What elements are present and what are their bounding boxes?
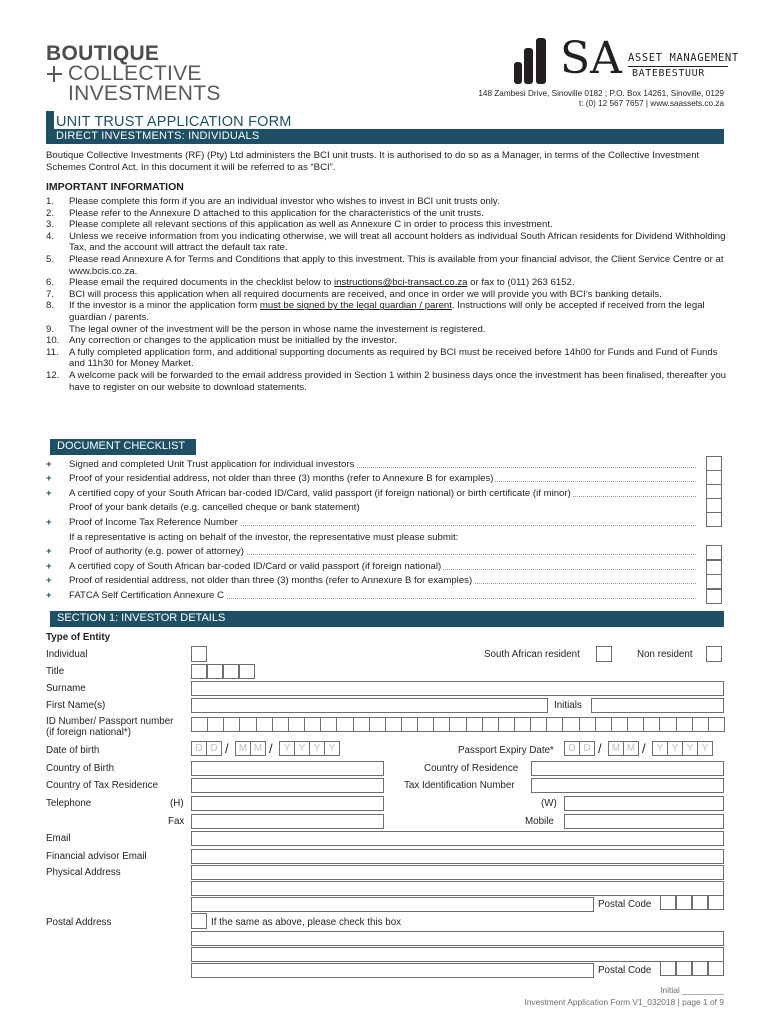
sa-resident-label: South African resident — [484, 649, 580, 660]
important-item-text: Please complete all relevant sections of this application as well as Annexure C in order to process this investment. — [69, 219, 553, 231]
passport-expiry-m-cell[interactable]: M — [623, 741, 639, 756]
checklist-checkbox[interactable] — [706, 545, 722, 560]
checklist-item — [46, 560, 696, 574]
important-item-number: 12. — [46, 369, 60, 381]
checklist-checkbox[interactable] — [706, 589, 722, 604]
plus-logo-icon — [46, 64, 66, 84]
id-number-cell[interactable] — [659, 717, 676, 732]
id-number-cell[interactable] — [579, 717, 596, 732]
same-as-above-checkbox[interactable] — [191, 913, 207, 929]
id-number-cell[interactable] — [353, 717, 370, 732]
important-item-text: Unless we receive information from you indicating otherwise, we will treat all account holders as individual South African residents for Dividend Withholding Tax, and the account will attract the default tax rate. — [69, 230, 726, 254]
passport-expiry-y-cell[interactable]: Y — [652, 741, 668, 756]
postal-code-field[interactable] — [660, 961, 724, 977]
important-item-text: A welcome pack will be forwarded to the email address provided in Section 1 within 2 business days once the investment has been finalised, thereafter you have to register on our website to download statements. — [69, 369, 727, 393]
important-item-number: 6. — [46, 277, 55, 289]
plus-bullet-icon: + — [46, 473, 52, 484]
checklist-item — [46, 472, 696, 486]
country-birth-label: Country of Birth — [46, 763, 115, 774]
important-item-number: 1. — [46, 196, 55, 207]
checklist-checkbox[interactable] — [706, 484, 722, 499]
postal-code-cell[interactable] — [676, 961, 692, 976]
important-item-text: Please read Annexure A for Terms and Conditions that apply to this investment. This is available from your financial advisor, the Client Service Centre or at www.bcis.co.za. — [69, 253, 724, 277]
dob-field[interactable] — [191, 741, 361, 757]
checklist-item — [46, 487, 696, 501]
dob-slash: / — [225, 741, 229, 756]
checklist-checkbox[interactable] — [706, 574, 722, 589]
id-number-cell[interactable] — [320, 717, 337, 732]
surname-field[interactable] — [191, 681, 724, 696]
important-item-underlined: must be signed by the legal guardian / parent — [259, 300, 452, 312]
advisor-email-label: Financial advisor Email — [46, 851, 147, 862]
form-subtitle: DIRECT INVESTMENTS: INDIVIDUALS — [56, 130, 260, 142]
country-tax-field[interactable] — [191, 778, 384, 793]
important-item — [46, 277, 736, 289]
important-item-text: A fully completed application form, and additional supporting documents as required by BCI must be received before 14h00 for Funds and Fund of Funds and 11h30 for Money Market. — [69, 346, 718, 370]
id-number-cell[interactable] — [433, 717, 450, 732]
important-item — [46, 300, 736, 323]
dob-slash: / — [269, 741, 273, 756]
dob-d-cell[interactable]: D — [206, 741, 222, 756]
bci-logo — [46, 42, 221, 105]
checklist-checkbox[interactable] — [706, 456, 722, 471]
dob-m-cell[interactable]: M — [235, 741, 251, 756]
postal-code-cell[interactable] — [692, 961, 708, 976]
non-resident-label: Non resident — [637, 649, 693, 660]
important-item — [46, 208, 736, 220]
dob-y-cell[interactable]: Y — [324, 741, 340, 756]
important-list — [46, 196, 736, 393]
id-number-cell[interactable] — [692, 717, 709, 732]
non-resident-checkbox[interactable] — [706, 646, 722, 662]
important-heading: IMPORTANT INFORMATION — [46, 181, 184, 193]
plus-bullet-icon: + — [46, 590, 52, 601]
important-item-text: Please complete this form if you are an individual investor who wishes to invest in BCI unit trusts only. — [69, 196, 500, 207]
important-item-number: 4. — [46, 230, 55, 242]
tax-id-field[interactable] — [531, 778, 724, 793]
important-item-number: 5. — [46, 253, 55, 265]
important-item-text: If the investor is a minor the application form — [69, 300, 260, 312]
important-item-number: 3. — [46, 219, 55, 231]
bci-logo-line1: BOUTIQUE — [46, 42, 160, 65]
checklist-heading: DOCUMENT CHECKLIST — [54, 440, 188, 452]
id-number-cell[interactable] — [272, 717, 289, 732]
id-number-label-1: ID Number/ Passport number — [46, 716, 174, 727]
first-names-label: First Name(s) — [46, 700, 106, 711]
dob-y-cell[interactable]: Y — [294, 741, 310, 756]
important-item-text: Any correction or changes to the application must be initialled by the investor. — [69, 335, 397, 347]
id-number-cell[interactable] — [643, 717, 660, 732]
important-item — [46, 231, 736, 254]
checklist-item-text: Signed and completed Unit Trust application for individual investors — [69, 459, 355, 470]
checklist-checkbox[interactable] — [706, 560, 722, 575]
address-line-2: t: (0) 12 567 7657 | www.saassets.co.za — [578, 99, 724, 108]
id-number-cell[interactable] — [514, 717, 531, 732]
important-item-number: 8. — [46, 300, 55, 312]
home-phone-label: (H) — [170, 798, 184, 809]
postal-code-cell[interactable] — [660, 961, 676, 976]
important-item-number: 9. — [46, 323, 55, 335]
country-birth-field[interactable] — [191, 761, 384, 776]
important-item-text: The legal owner of the investment will be the person in whose name the investement is registered. — [69, 323, 486, 335]
address-line-1: 148 Zambesi Drive, Sinoville 0182 ; P.O. Box 14261, Sinoville, 0129 — [478, 89, 724, 98]
checklist-item-text: Proof of your residential address, not older than three (3) months (refer to Annexure B for examples) — [69, 473, 494, 484]
same-as-above-label: If the same as above, please check this box — [211, 917, 402, 928]
physical-address-line-2[interactable] — [191, 881, 724, 896]
passport-expiry-y-cell[interactable]: Y — [667, 741, 683, 756]
footer-form-ref: Investment Application Form V1_032018 | page 1 of 9 — [524, 997, 724, 1007]
important-item-number: 11. — [46, 346, 59, 358]
passport-expiry-slash: / — [598, 741, 602, 756]
important-item-text: BCI will process this application when all required documents are received, and once in order we will provide you with BCI’s banking details. — [69, 288, 662, 300]
postal-address-line-1[interactable] — [191, 931, 724, 946]
checklist-item — [46, 458, 696, 472]
individual-label: Individual — [46, 649, 88, 660]
postal-code-cell[interactable] — [676, 895, 692, 910]
id-number-cell[interactable] — [207, 717, 224, 732]
important-item — [46, 254, 736, 277]
id-number-cell[interactable] — [369, 717, 386, 732]
id-number-cell[interactable] — [498, 717, 515, 732]
individual-checkbox[interactable] — [191, 646, 207, 662]
first-names-field[interactable] — [191, 698, 548, 713]
passport-expiry-d-cell[interactable]: D — [579, 741, 595, 756]
sa-logo-letters: SA — [560, 33, 622, 84]
fax-field[interactable] — [191, 814, 384, 829]
title-cell[interactable] — [191, 664, 207, 679]
postal-address-label: Postal Address — [46, 917, 112, 928]
id-number-cell[interactable] — [708, 717, 725, 732]
id-number-cell[interactable] — [449, 717, 466, 732]
mobile-field[interactable] — [564, 814, 724, 829]
checklist-item — [46, 531, 696, 545]
id-number-cell[interactable] — [304, 717, 321, 732]
plus-bullet-icon: + — [46, 488, 52, 499]
surname-label: Surname — [46, 683, 86, 694]
checklist-item-text: Proof of residential address, not older than three (3) months (refer to Annexure B for examples) — [69, 575, 473, 586]
id-number-cell[interactable] — [401, 717, 418, 732]
id-number-cell[interactable] — [288, 717, 305, 732]
dob-label: Date of birth — [46, 745, 100, 756]
checklist-item — [46, 545, 696, 559]
checklist-item-text: Proof of your bank details (e.g. cancelled cheque or bank statement) — [69, 502, 360, 513]
title-banner — [46, 111, 724, 144]
checklist-checkbox[interactable] — [706, 470, 722, 485]
dob-y-cell[interactable]: Y — [309, 741, 325, 756]
postal-code-cell[interactable] — [708, 895, 724, 910]
important-item-underlined: instructions@bci-transact.co.za — [334, 277, 468, 289]
dob-m-cell[interactable]: M — [250, 741, 266, 756]
checklist-item-text: Proof of authority (e.g. power of attorney) — [69, 546, 244, 557]
sa-resident-checkbox[interactable] — [596, 646, 612, 662]
plus-bullet-icon: + — [46, 575, 52, 586]
important-item-text: Please email the required documents in the checklist below to — [69, 277, 335, 289]
mobile-label: Mobile — [525, 816, 554, 827]
fax-label: Fax — [168, 816, 185, 827]
sa-logo-sub: BATEBESTUUR — [632, 68, 705, 79]
email-field[interactable] — [191, 831, 724, 846]
id-number-cell[interactable] — [627, 717, 644, 732]
checklist-checkbox[interactable] — [706, 498, 722, 513]
plus-bullet-icon: + — [46, 517, 52, 528]
checklist-item-text: If a representative is acting on behalf of the investor, the representative must please submit: — [69, 532, 459, 543]
checklist-item — [46, 589, 696, 603]
plus-bullet-icon: + — [46, 561, 52, 572]
passport-expiry-y-cell[interactable]: Y — [697, 741, 713, 756]
passport-expiry-y-cell[interactable]: Y — [682, 741, 698, 756]
important-item — [46, 370, 736, 393]
id-number-cell[interactable] — [417, 717, 434, 732]
dob-d-cell[interactable]: D — [191, 741, 207, 756]
section1-heading-bar — [46, 611, 724, 627]
postal-code-cell[interactable] — [660, 895, 676, 910]
important-item — [46, 219, 736, 231]
physical-postal-code-field[interactable] — [660, 895, 724, 911]
plus-bullet-icon: + — [46, 459, 52, 470]
work-phone-label: (W) — [541, 798, 557, 809]
important-item — [46, 347, 736, 370]
id-number-cell[interactable] — [239, 717, 256, 732]
important-item — [46, 324, 736, 336]
title-cell[interactable] — [223, 664, 239, 679]
id-number-cell[interactable] — [595, 717, 612, 732]
checklist-item — [46, 501, 696, 515]
type-of-entity-label: Type of Entity — [46, 632, 111, 643]
id-number-cell[interactable] — [562, 717, 579, 732]
checklist-item — [46, 574, 696, 588]
passport-expiry-m-cell[interactable]: M — [608, 741, 624, 756]
physical-address-label: Physical Address — [46, 867, 121, 878]
physical-address-line-1[interactable] — [191, 865, 724, 880]
advisor-email-field[interactable] — [191, 849, 724, 864]
id-number-cell[interactable] — [530, 717, 547, 732]
postal-address-line-2[interactable] — [191, 947, 724, 962]
dob-y-cell[interactable]: Y — [279, 741, 295, 756]
important-item-number: 2. — [46, 207, 55, 219]
sa-logo-rule — [628, 66, 728, 67]
important-item-text-cont: or fax to (011) 263 6152. — [467, 277, 575, 289]
checklist-item-text: Proof of Income Tax Reference Number — [69, 517, 238, 528]
id-number-cell[interactable] — [466, 717, 483, 732]
id-number-cell[interactable] — [256, 717, 273, 732]
sa-logo-asset: ASSET MANAGEMENT — [628, 52, 739, 64]
company-address — [478, 89, 724, 109]
checklist-item — [46, 516, 696, 530]
checklist-item-text: FATCA Self Certification Annexure C — [69, 590, 224, 601]
id-number-cell[interactable] — [223, 717, 240, 732]
physical-postal-code-label: Postal Code — [598, 899, 652, 910]
title-label: Title — [46, 666, 65, 677]
intro-paragraph: Boutique Collective Investments (RF) (Pty) Ltd administers the BCI unit trusts. It is authorised to do so as a Manager, in terms of the Collective Investment Schemes Control Act. In this document it will be referred to as “BCI”. — [46, 150, 700, 173]
id-number-cell[interactable] — [191, 717, 208, 732]
initial-line: Initial _________ — [660, 985, 724, 995]
checklist-checkbox[interactable] — [706, 512, 722, 527]
important-item-text-cont: . Instructions will only be accepted if received from the legal guardian / parents. — [69, 300, 705, 323]
tax-id-label: Tax Identification Number — [404, 780, 515, 791]
passport-expiry-d-cell[interactable]: D — [564, 741, 580, 756]
important-item — [46, 196, 736, 208]
checklist-item-text: A certified copy of South African bar-coded ID/Card or valid passport (if foreign national) — [69, 561, 442, 572]
important-item-text: Please refer to the Annexure D attached to this application for the characteristics of the unit trusts. — [69, 207, 484, 219]
initials-field[interactable] — [591, 698, 724, 713]
id-number-label-2: (if foreign national*) — [46, 727, 131, 738]
passport-expiry-slash: / — [642, 741, 646, 756]
email-label: Email — [46, 833, 71, 844]
telephone-label: Telephone — [46, 798, 92, 809]
important-item — [46, 335, 736, 347]
id-number-cell[interactable] — [676, 717, 693, 732]
postal-code-label: Postal Code — [598, 965, 652, 976]
postal-code-cell[interactable] — [692, 895, 708, 910]
important-item — [46, 289, 736, 301]
checklist-item-text: A certified copy of your South African bar-coded ID/Card, valid passport (if foreign national) or birth certificate (if minor) — [69, 488, 571, 499]
id-number-field[interactable] — [191, 717, 724, 733]
id-number-cell[interactable] — [482, 717, 499, 732]
checklist-heading-bar — [46, 439, 196, 455]
postal-address-line-3[interactable] — [191, 963, 594, 978]
country-residence-label: Country of Residence — [424, 763, 519, 774]
plus-bullet-icon: + — [46, 546, 52, 557]
postal-code-cell[interactable] — [708, 961, 724, 976]
id-number-cell[interactable] — [385, 717, 402, 732]
section1-heading: SECTION 1: INVESTOR DETAILS — [54, 612, 228, 624]
country-residence-field[interactable] — [531, 761, 724, 776]
form-title: UNIT TRUST APPLICATION FORM — [56, 114, 292, 130]
important-item-number: 10. — [46, 335, 60, 347]
important-item-number: 7. — [46, 288, 55, 300]
id-number-cell[interactable] — [546, 717, 563, 732]
passport-expiry-field[interactable] — [564, 741, 729, 757]
bci-logo-line2: COLLECTIVE — [68, 62, 202, 85]
title-cell[interactable] — [239, 664, 255, 679]
id-number-cell[interactable] — [336, 717, 353, 732]
physical-address-line-3[interactable] — [191, 897, 594, 912]
passport-expiry-label: Passport Expiry Date* — [458, 745, 554, 756]
country-tax-label: Country of Tax Residence — [46, 780, 158, 791]
id-number-cell[interactable] — [611, 717, 628, 732]
home-phone-field[interactable] — [191, 796, 384, 811]
bci-logo-line3: INVESTMENTS — [68, 82, 221, 105]
title-cell[interactable] — [207, 664, 223, 679]
work-phone-field[interactable] — [564, 796, 724, 811]
sa-asset-logo — [512, 33, 739, 84]
initials-label: Initials — [554, 700, 582, 711]
